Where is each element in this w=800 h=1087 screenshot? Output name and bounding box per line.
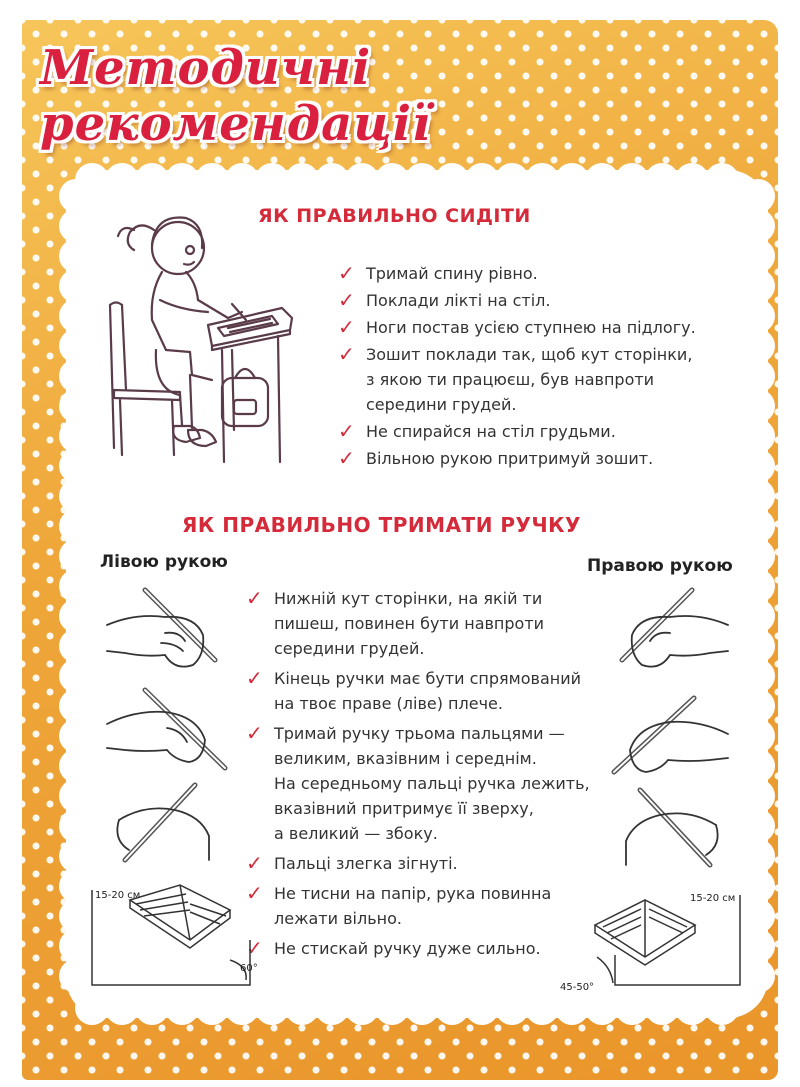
- list-item-text: великим, вказівним і середнім.: [274, 749, 537, 768]
- sitting-list-item: [338, 446, 748, 471]
- pen-list-item: [246, 666, 606, 716]
- right-distance-label: 15-20 см: [690, 893, 736, 904]
- page-title: Методичні рекомендації: [40, 40, 432, 152]
- right-hand-grip-3-icon: [600, 785, 730, 875]
- list-item-text: середини грудей.: [274, 639, 425, 658]
- sitting-list: [338, 261, 748, 471]
- sitting-list-item: [338, 315, 748, 340]
- check-icon: ✓: [246, 936, 263, 960]
- check-icon: ✓: [246, 586, 263, 610]
- pen-list-item: [246, 586, 606, 661]
- left-hand-grip-1-icon: [105, 585, 235, 675]
- list-item-text: пишеш, повинен бути навпроти: [274, 614, 545, 633]
- list-item-text: Ноги постав усією ступнею на підлогу.: [366, 318, 696, 337]
- left-hand-label: Лівою рукою: [100, 552, 228, 572]
- check-icon: ✓: [246, 721, 263, 745]
- title-banner: [40, 40, 760, 152]
- check-icon: ✓: [338, 261, 355, 285]
- pen-list-item: [246, 936, 606, 961]
- pen-list-item: [246, 881, 606, 931]
- list-item-text: середини грудей.: [366, 395, 517, 414]
- left-distance-label: 15-20 см: [95, 890, 141, 901]
- left-hand-grip-2-icon: [105, 680, 235, 775]
- girl-at-desk-icon: [100, 200, 300, 470]
- left-hand-grip-3-icon: [105, 780, 235, 870]
- list-item-text: на твоє праве (ліве) плече.: [274, 694, 503, 713]
- list-item-text: а великий — збоку.: [274, 824, 438, 843]
- list-item-text: Нижній кут сторінки, на якій ти: [274, 589, 543, 608]
- list-item-text: Зошит поклади так, щоб кут сторінки,: [366, 345, 693, 364]
- list-item-text: Вільною рукою притримуй зошит.: [366, 449, 654, 468]
- list-item-text: Не тисни на папір, рука повинна: [274, 884, 552, 903]
- list-item-text: Поклади лікті на стіл.: [366, 291, 551, 310]
- left-angle-label: 60°: [240, 963, 258, 974]
- right-hand-grip-2-icon: [600, 690, 730, 780]
- sitting-list-item: [338, 342, 748, 417]
- list-item-text: Тримай спину рівно.: [366, 264, 538, 283]
- pen-list-item: [246, 851, 606, 876]
- check-icon: ✓: [338, 446, 355, 470]
- pen-list-item: [246, 721, 606, 846]
- pen-heading: ЯК ПРАВИЛЬНО ТРИМАТИ РУЧКУ: [182, 513, 581, 537]
- sitting-list-item: [338, 288, 748, 313]
- sitting-list-item: [338, 419, 748, 444]
- check-icon: ✓: [338, 342, 355, 366]
- check-icon: ✓: [338, 288, 355, 312]
- pen-list: [246, 586, 606, 961]
- check-icon: ✓: [338, 419, 355, 443]
- list-item-text: з якою ти працюєш, був навпроти: [366, 370, 655, 389]
- list-item-text: Кінець ручки має бути спрямований: [274, 669, 582, 688]
- check-icon: ✓: [246, 881, 263, 905]
- check-icon: ✓: [246, 851, 263, 875]
- right-angle-label: 45-50°: [560, 982, 595, 993]
- list-item-text: Тримай ручку трьома пальцями —: [274, 724, 565, 743]
- list-item-text: Пальці злегка зігнуті.: [274, 854, 458, 873]
- right-hand-grip-1-icon: [600, 585, 730, 675]
- right-hand-label: Правою рукою: [587, 556, 733, 576]
- list-item-text: Не спирайся на стіл грудьми.: [366, 422, 616, 441]
- list-item-text: Не стискай ручку дуже сильно.: [274, 939, 541, 958]
- check-icon: ✓: [246, 666, 263, 690]
- list-item-text: вказівний притримує її зверху,: [274, 799, 534, 818]
- check-icon: ✓: [338, 315, 355, 339]
- sitting-list-item: [338, 261, 748, 286]
- list-item-text: На середньому пальці ручка лежить,: [274, 774, 590, 793]
- sitting-heading: ЯК ПРАВИЛЬНО СИДІТИ: [258, 205, 531, 227]
- list-item-text: лежати вільно.: [274, 909, 402, 928]
